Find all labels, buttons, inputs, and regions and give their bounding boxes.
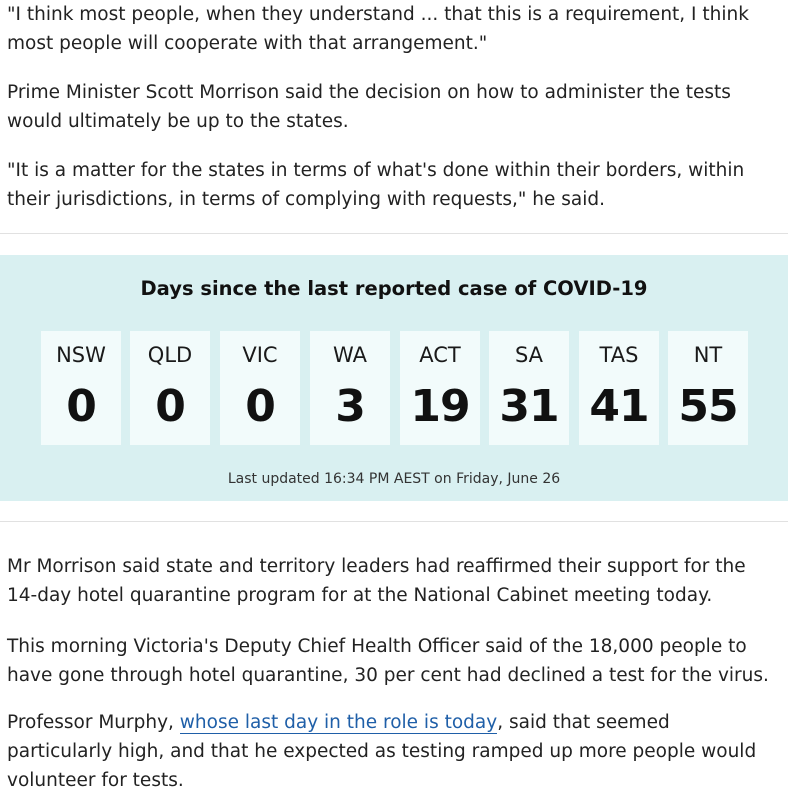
state-label: WA	[333, 343, 367, 367]
states-quote-paragraph: "It is a matter for the states in terms of what's done within their borders, within their jurisdictions, in terms of complying with requests," he said.	[7, 160, 745, 210]
state-label: VIC	[242, 343, 278, 367]
state-label: SA	[514, 343, 544, 367]
state-tile-wa	[310, 331, 390, 445]
last-day-link[interactable]: whose last day in the role is today	[179, 712, 498, 733]
state-tile-vic	[220, 331, 300, 445]
state-label: QLD	[147, 343, 193, 367]
state-label: ACT	[419, 343, 461, 367]
state-tile-qld	[130, 331, 210, 445]
state-tile-act	[400, 331, 480, 445]
covid-days-panel	[0, 255, 788, 501]
victoria-officer-paragraph: This morning Victoria's Deputy Chief Health Officer said of the 18,000 people to have gone through hotel quarantine, 30 per cent had declined a test for the virus.	[7, 636, 769, 686]
quote-paragraph: "I think most people, when they understand ... that this is a requirement, I think most people will cooperate with that arrangement."	[7, 4, 749, 54]
murphy-paragraph	[7, 708, 777, 795]
days-count: 3	[335, 381, 365, 432]
state-label: NSW	[56, 343, 106, 367]
last-updated-text: Last updated 16:34 PM AEST on Friday, June 26	[227, 471, 561, 487]
days-count: 0	[245, 381, 275, 432]
panel-title: Days since the last reported case of COVID-19	[140, 277, 648, 300]
murphy-text-end: , said that seemed particularly high, and that he expected as testing ramped up more people would volunteer for tests.	[7, 712, 757, 791]
days-count: 41	[589, 381, 649, 432]
state-label: TAS	[599, 343, 639, 367]
quarantine-program-paragraph: Mr Morrison said state and territory leaders had reaffirmed their support for the 14-day hotel quarantine program for at the National Cabinet meeting today.	[7, 556, 746, 606]
divider-bottom	[0, 521, 788, 522]
days-count: 0	[155, 381, 185, 432]
state-tile-tas	[579, 331, 659, 445]
state-label: NT	[693, 343, 723, 367]
murphy-text-start: Professor Murphy,	[7, 712, 180, 733]
state-tile-nsw	[41, 331, 121, 445]
state-tile-sa	[489, 331, 569, 445]
state-tile-nt	[668, 331, 748, 445]
days-count: 31	[499, 381, 559, 432]
morrison-paragraph: Prime Minister Scott Morrison said the decision on how to administer the tests would ultimately be up to the states.	[7, 82, 731, 132]
days-count: 0	[66, 381, 96, 432]
days-count: 55	[678, 381, 738, 432]
divider-top	[0, 233, 788, 234]
days-count: 19	[410, 381, 470, 432]
